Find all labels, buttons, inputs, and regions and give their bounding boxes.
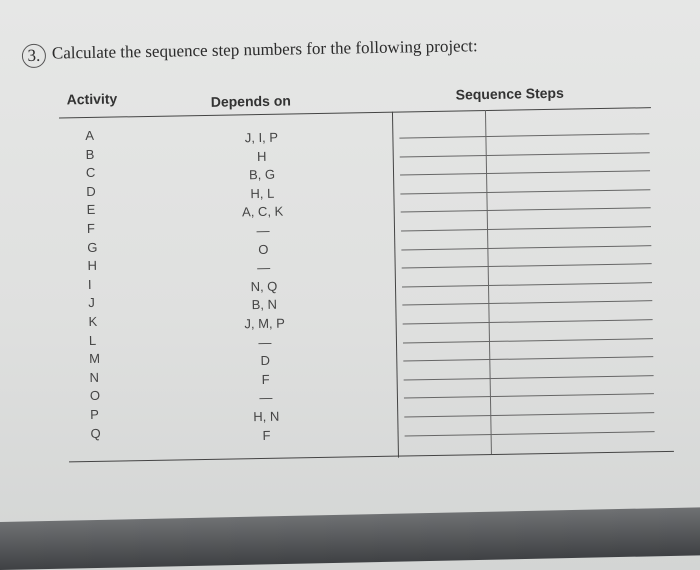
depends-on-cell: —	[259, 390, 273, 406]
activity-cell: L	[88, 332, 97, 348]
sequence-row-line	[405, 431, 655, 436]
sequence-row-line	[404, 394, 654, 399]
activity-cell: O	[89, 388, 101, 404]
activity-cell: P	[90, 406, 99, 422]
activity-column	[85, 126, 131, 443]
sequence-row-line	[399, 133, 649, 138]
sequence-row-line	[404, 412, 654, 417]
depends-on-cell: J, M, P	[244, 315, 285, 332]
table-divider-line	[392, 112, 399, 458]
depends-on-cell: F	[262, 427, 271, 443]
depends-on-cell: —	[257, 259, 271, 276]
depends-on-cell: B, N	[251, 297, 278, 313]
activity-cell: G	[87, 239, 98, 255]
activity-cell: B	[85, 146, 95, 162]
sequence-row-line	[400, 170, 650, 175]
sequence-row-line	[402, 263, 652, 268]
header-sequence-steps: Sequence Steps	[455, 84, 564, 103]
depends-on-cell: —	[256, 222, 270, 239]
activity-cell: E	[86, 202, 96, 218]
header-activity: Activity	[66, 90, 118, 108]
depends-on-cell: H, N	[253, 408, 280, 425]
activity-cell: J	[88, 295, 95, 311]
sequence-row-line	[404, 375, 654, 380]
question-number: 3.	[22, 44, 46, 68]
sequence-row-line	[400, 152, 650, 157]
activity-cell: Q	[90, 425, 101, 441]
sequence-grid-divider	[485, 110, 492, 454]
sequence-row-line	[401, 245, 651, 250]
sequence-row-line	[403, 356, 653, 361]
activity-cell: H	[87, 258, 98, 274]
sequence-row-line	[402, 282, 652, 287]
table-bottom-rule	[69, 451, 674, 463]
activity-cell: C	[85, 165, 96, 181]
depends-on-cell: A, C, K	[241, 203, 284, 220]
depends-on-column	[221, 128, 307, 445]
depends-on-cell: F	[261, 371, 270, 387]
sequence-row-line	[403, 338, 653, 343]
header-depends-on: Depends on	[210, 92, 292, 110]
table-top-rule	[59, 107, 651, 118]
activity-cell: F	[86, 220, 96, 236]
sequence-row-line	[401, 208, 651, 213]
sequence-steps-grid	[0, 0, 699, 1]
sequence-row-line	[400, 189, 650, 194]
sequence-row-line	[403, 319, 653, 324]
activity-cell: M	[89, 350, 101, 367]
activity-cell: K	[88, 313, 98, 329]
sequence-row-line	[401, 226, 651, 231]
activity-cell: I	[87, 276, 92, 292]
depends-on-cell: H, L	[250, 185, 275, 201]
depends-on-cell: B, G	[248, 166, 276, 183]
depends-on-cell: N, Q	[250, 278, 278, 294]
activity-cell: N	[89, 369, 100, 385]
depends-on-cell: D	[260, 352, 271, 369]
depends-on-cell: O	[258, 241, 269, 257]
depends-on-cell: H	[256, 148, 267, 164]
question-text: Calculate the sequence step numbers for the following project:	[51, 36, 478, 63]
activity-cell: A	[85, 127, 95, 144]
depends-on-cell: J, I, P	[244, 129, 279, 146]
sequence-row-line	[402, 301, 652, 306]
depends-on-cell: —	[258, 334, 272, 350]
activity-cell: D	[86, 183, 96, 199]
